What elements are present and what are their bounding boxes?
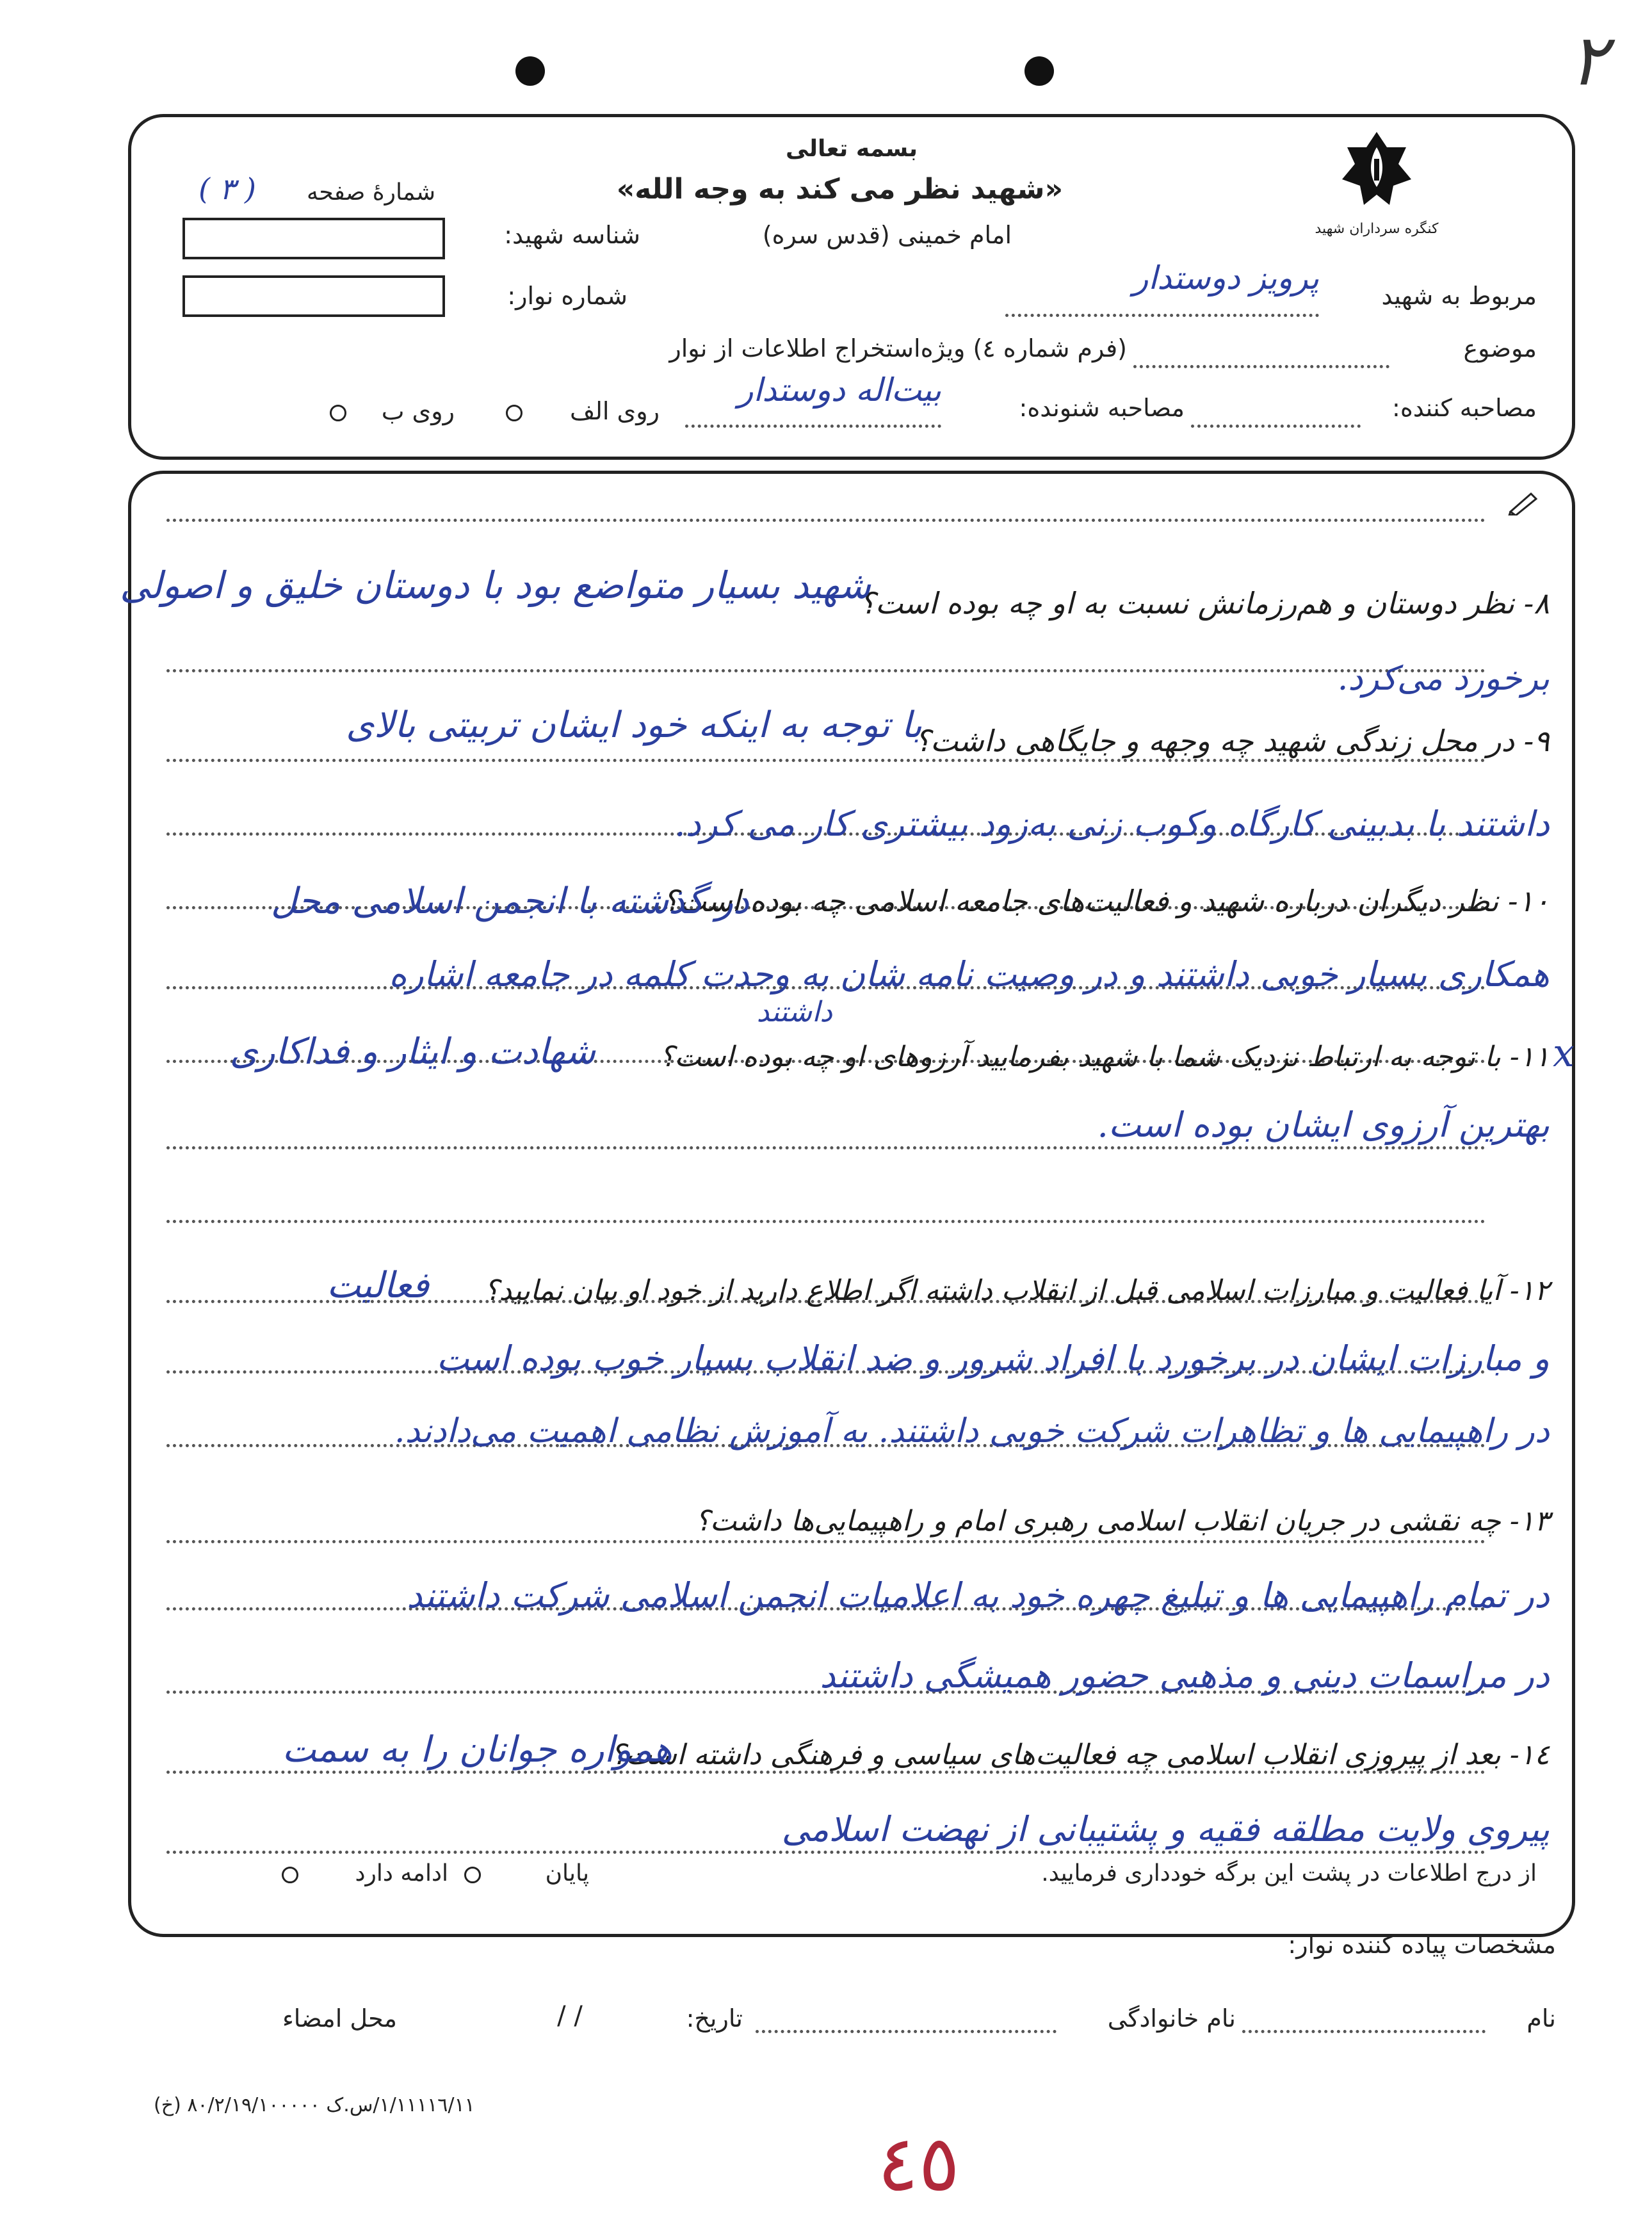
answer-10-line1[interactable]: در گذشته با انجمن اسلامی محل <box>271 880 749 922</box>
answer-13-line1[interactable]: در تمام راهپیمایی ها و تبلیغ چهره خود به اعلامیات انجمن اسلامی شرکت داشتند <box>407 1575 1550 1616</box>
answer-12-line3[interactable]: در راهپیمایی ها و تظاهرات شرکت خوبی داشتند. به آموزش نظامی اهمیت می‌دادند. <box>394 1412 1550 1450</box>
subject-dots <box>1133 365 1389 368</box>
logo-icon <box>1332 128 1421 218</box>
margin-mark: x <box>1553 1031 1575 1076</box>
form-label: (فرم شماره ٤) ویژه‌استخراج اطلاعات از نوار <box>669 334 1127 362</box>
related-martyr-value[interactable]: پرویز دوستدار <box>1133 259 1319 296</box>
question-12: ١٢- آیا فعالیت و مبارزات اسلامی قبل از انقلاب داشته اگر اطلاع دارید از خود او بیان نمایید؟ <box>483 1274 1550 1307</box>
family-label: نام خانوادگی <box>1107 2004 1236 2032</box>
question-8: ٨- نظر دوستان و هم‌رزمانش نسبت به او چه بوده است؟ <box>859 586 1550 621</box>
transcriber-specs-label: مشخصات پیاده کننده نوار: <box>1288 1931 1556 1959</box>
answer-9-line1[interactable]: با توجه به اینکه خود ایشان تربیتی بالای <box>346 704 922 746</box>
date-slashes: / / <box>557 2001 583 2031</box>
side-a-label: روی الف <box>570 397 660 425</box>
answer-11-line2[interactable]: بهترین آرزوی ایشان بوده است. <box>1097 1105 1550 1145</box>
answer-12-line2[interactable]: و مبارزات ایشان در برخورد با افراد شرور و ضد انقلاب بسیار خوب بوده است <box>436 1338 1550 1379</box>
question-9: ٩- در محل زندگی شهید چه وجهه و جایگاهی داشت؟ <box>914 724 1550 758</box>
interviewee-dots <box>685 425 941 428</box>
motto: «شهید نظر می کند به وجه الله» <box>616 173 1063 206</box>
answer-8-line1[interactable]: شهید بسیار متواضع بود با دوستان خلیق و اصولی <box>120 564 871 607</box>
rule-line <box>166 1146 1486 1149</box>
punch-hole <box>1024 56 1054 86</box>
logo-caption: کنگره سرداران شهید <box>1315 221 1439 237</box>
page-number-label: شمارهٔ صفحه <box>307 179 435 206</box>
side-b-radio[interactable] <box>330 405 346 421</box>
interviewee-label: مصاحبه شنونده: <box>1019 394 1185 422</box>
interviewee-value[interactable]: بیت‌اله دوستدار <box>738 371 941 409</box>
side-a-radio[interactable] <box>506 405 522 421</box>
answer-9-line2[interactable]: داشتند با بدبینی کارگاه وکوب زنی به‌زود بیشتری کار می کرد. <box>674 804 1550 844</box>
family-dots <box>756 2030 1057 2033</box>
continue-label: ادامه دارد <box>355 1860 448 1886</box>
martyr-id-box[interactable] <box>182 218 445 259</box>
page-number-value[interactable]: ( ٣ ) <box>198 172 256 206</box>
side-b-label: روی ب <box>381 397 455 425</box>
martyr-id-label: شناسه شهید: <box>504 221 640 249</box>
interviewer-dots <box>1191 425 1361 428</box>
form-code: ١/١١١١٦/١١/س.ک ٨٠/٢/١٩/١٠٠٠٠٠ (خ) <box>154 2094 475 2116</box>
attribution: امام خمینی (قدس سره) <box>762 221 1012 249</box>
answer-13-line2[interactable]: در مراسمات دینی و مذهبی حضور همیشگی داشتند <box>820 1655 1550 1696</box>
answer-12-line1[interactable]: فعالیت <box>327 1265 429 1306</box>
tape-number-box[interactable] <box>182 275 445 317</box>
basmala: بسمه تعالی <box>786 136 918 162</box>
signature-label: محل امضاء <box>282 2004 397 2032</box>
answer-10-line3[interactable]: داشتند <box>756 996 832 1028</box>
rule-line <box>166 759 1486 762</box>
rule-line <box>166 1540 1486 1543</box>
interviewer-label: مصاحبه کننده: <box>1392 394 1537 422</box>
question-14: ١٤- بعد از پیروزی انقلاب اسلامی چه فعالیت‌های سیاسی و فرهنگی داشته است؟ <box>610 1739 1550 1771</box>
end-radio[interactable] <box>464 1867 481 1883</box>
rule-line <box>166 1851 1486 1854</box>
answer-10-line2[interactable]: همکاری بسیار خوبی داشتند و در وصیت نامه شان به وحدت کلمه در جامعه اشاره <box>389 954 1550 994</box>
answer-11-line1[interactable]: شهادت و ایثار و فداکاری <box>229 1031 595 1073</box>
answer-14-line2[interactable]: پیروی ولایت مطلقه فقیه و پشتیبانی از نهضت اسلامی <box>781 1809 1550 1849</box>
related-martyr-label: مربوط به شهید <box>1381 282 1537 310</box>
pen-icon <box>1508 490 1540 515</box>
back-page-note: از درج اطلاعات در پشت این برگه خودداری فرمایید. <box>1041 1860 1537 1886</box>
corner-page-number: ٢ <box>1569 19 1607 101</box>
punch-hole <box>515 56 545 86</box>
name-label: نام <box>1526 2004 1556 2032</box>
page-stamp: ٤٥ <box>877 2120 960 2209</box>
rule-line <box>166 1220 1486 1223</box>
continue-radio[interactable] <box>282 1867 298 1883</box>
question-10: ١٠- نظر دیگران درباره شهید و فعالیت‌های جامعه اسلامی چه بوده است؟ <box>663 884 1550 918</box>
answer-14-line1[interactable]: همواره جوانان را به سمت <box>282 1729 672 1771</box>
question-13: ١٣- چه نقشی در جریان انقلاب اسلامی رهبری امام و راهپیمایی‌ها داشت؟ <box>695 1505 1550 1537</box>
rule-line <box>166 519 1486 522</box>
name-dots <box>1242 2030 1486 2033</box>
date-label: تاریخ: <box>686 2004 743 2032</box>
tape-number-label: شماره نوار: <box>507 282 628 310</box>
end-label: پایان <box>545 1860 589 1886</box>
answer-8-line2[interactable]: برخورد می‌کرد. <box>1337 660 1550 698</box>
question-11: ١١- با توجه به ارتباط نزدیک شما با شهید بفرمایید آرزوهای او چه بوده است؟ <box>660 1041 1550 1073</box>
related-martyr-dots <box>1005 314 1319 317</box>
subject-label: موضوع <box>1463 334 1537 362</box>
